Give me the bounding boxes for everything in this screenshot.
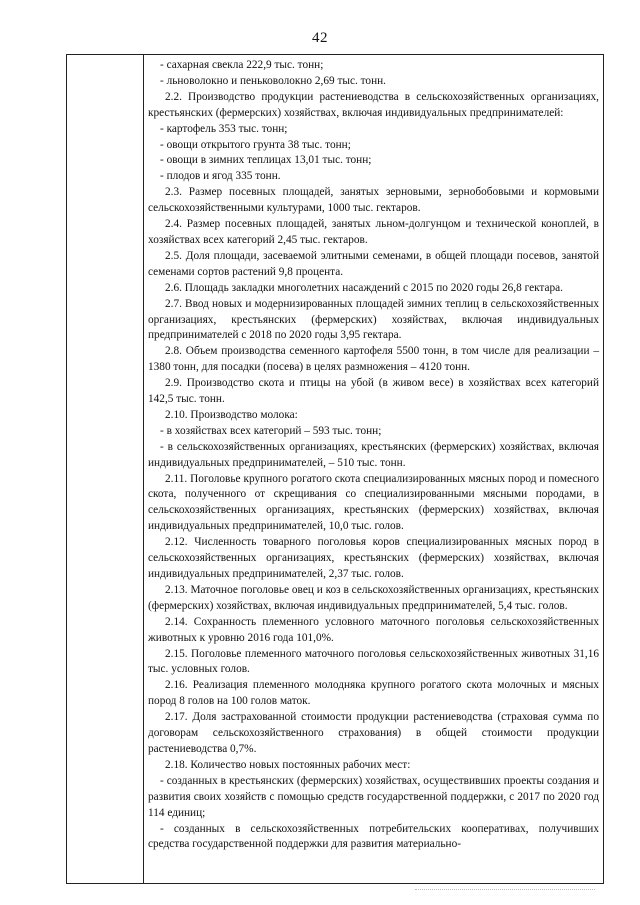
list-item: - плодов и ягод 335 тонн.: [160, 170, 281, 183]
paragraph: 2.2. Производство продукции растениеводства в сельскохозяйственных организациях, крестьянских (фермерских) хозяйствах, включая индивидуальных предпринимателей:: [148, 90, 599, 119]
paragraph: 2.17. Доля застрахованной стоимости продукции растениеводства (страховая сумма по договорам сельскохозяйственного страхования) в общей стоимости продукции растениеводства 0,7%.: [148, 711, 599, 755]
paragraph: 2.5. Доля площади, засеваемой элитными семенами, в общей площади посевов, занятой семенами сортов растений 9,8 процента.: [148, 249, 599, 278]
paragraph: 2.14. Сохранность племенного условного маточного поголовья сельскохозяйственных животных к уровню 2016 года 101,0%.: [148, 615, 599, 644]
list-item: - в сельскохозяйственных организациях, крестьянских (фермерских) хозяйствах, включая индивидуальных предпринимателей, – 510 тыс. тонн.: [148, 440, 599, 469]
paragraph: 2.4. Размер посевных площадей, занятых льном-долгунцом и технической коноплей, в хозяйствах всех категорий 2,45 тыс. гектаров.: [148, 218, 599, 246]
paragraph: 2.11. Поголовье крупного рогатого скота специализированных мясных пород и помесного скота, полученного от скрещивания со специализированными мясными породами, в сельскохозяйственных организациях, крестьянских (фермерских) хозяйствах, включая индивидуальных предпринимателей, 10,0 тыс. голов.: [148, 472, 599, 533]
paragraph: 2.15. Поголовье племенного маточного поголовья сельскохозяйственных животных 31,16 тыс. условных голов.: [148, 647, 599, 676]
paragraph: 2.12. Численность товарного поголовья коров специализированных мясных пород в сельскохозяйственных организациях, крестьянских (фермерских) хозяйствах, включая индивидуальных предпринимателей, 2,37 тыс. голов.: [148, 536, 599, 580]
paragraph: 2.3. Размер посевных площадей, занятых зерновыми, зернобобовыми и кормовыми сельскохозяйственными культурами, 1000 тыс. гектаров.: [148, 186, 599, 215]
content-cell: [144, 55, 603, 883]
list-item: - картофель 353 тыс. тонн;: [160, 122, 288, 135]
paragraph: 2.9. Производство скота и птицы на убой (в живом весе) в хозяйствах всех категорий 142,5 тыс. тонн.: [148, 377, 599, 406]
list-item: - овощи открытого грунта 38 тыс. тонн;: [160, 138, 351, 151]
paragraph: 2.8. Объем производства семенного картофеля 5500 тонн, в том числе для реализации – 1380 тонн, для посадки (посева) в целях размножения – 4120 тонн.: [148, 345, 599, 374]
page-number: 42: [312, 30, 328, 46]
paragraph: 2.13. Маточное поголовье овец и коз в сельскохозяйственных организациях, крестьянских (фермерских) хозяйствах, включая индивидуальных предпринимателей, 5,4 тыс. голов.: [148, 583, 599, 612]
list-item: - сахарная свекла 222,9 тыс. тонн;: [160, 59, 324, 71]
list-item: - созданных в крестьянских (фермерских) хозяйствах, осуществивших проекты создания и развития своих хозяйств с помощью средств государственной поддержки, с 2017 по 2020 год 114 единиц;: [148, 774, 599, 819]
list-item: - созданных в сельскохозяйственных потребительских кооперативах, получивших средства государственной поддержки для развития материально-: [148, 822, 599, 851]
paragraph: 2.10. Производство молока:: [165, 408, 298, 421]
list-item: - овощи в зимних теплицах 13,01 тыс. тонн;: [160, 154, 372, 167]
paragraph: 2.7. Ввод новых и модернизированных площадей зимних теплиц в сельскохозяйственных организациях, крестьянских (фермерских) хозяйствах, включая индивидуальных предпринимателей с 2018 по 2020 годы 3,95 гектара.: [148, 297, 599, 342]
paragraph: 2.18. Количество новых постоянных рабочих мест:: [165, 758, 411, 771]
paragraph: 2.16. Реализация племенного молодняка крупного рогатого скота молочных и мясных пород 8 голов на 100 голов маток.: [148, 679, 599, 708]
left-column-empty-cell: [67, 55, 144, 883]
document-table: [66, 54, 604, 884]
scan-artifact-divider: [415, 889, 595, 891]
list-item: - льноволокно и пеньковолокно 2,69 тыс. тонн.: [160, 74, 386, 87]
list-item: - в хозяйствах всех категорий – 593 тыс. тонн;: [160, 424, 382, 437]
paragraph: 2.6. Площадь закладки многолетних насаждений с 2015 по 2020 годы 26,8 гектара.: [165, 281, 564, 294]
